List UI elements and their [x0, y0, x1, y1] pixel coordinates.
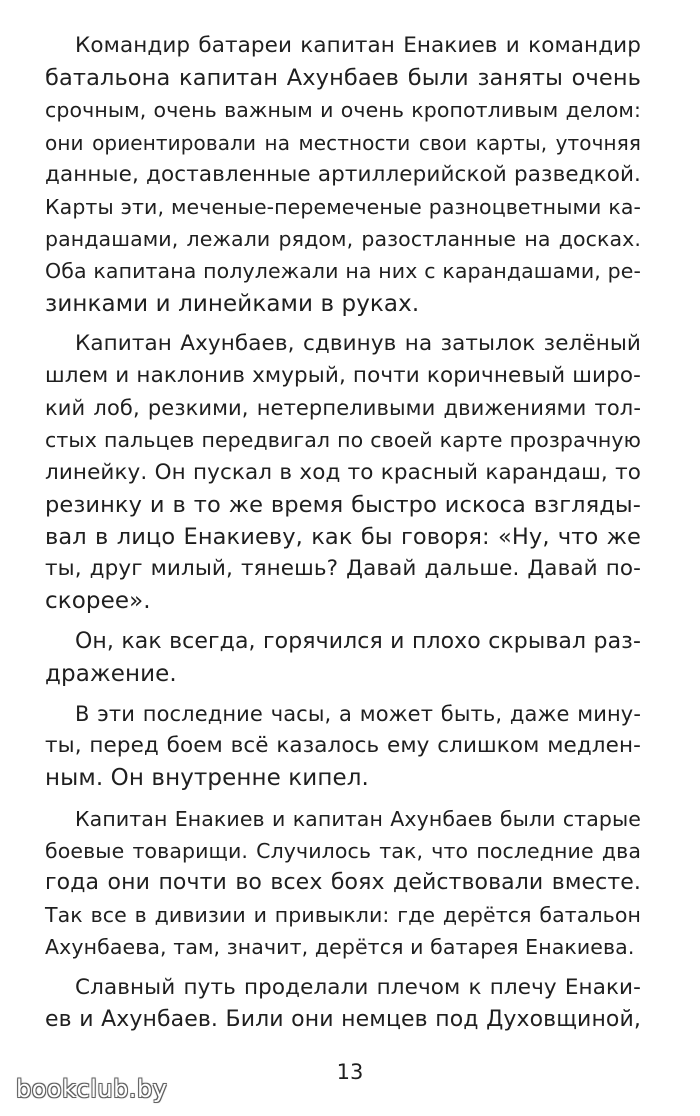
text-line: рандашами, лежали рядом, разостланные на досках.: [45, 227, 641, 252]
text-line: боевые товарищи. Случилось так, что последние два: [45, 838, 641, 863]
text-line: скорее».: [45, 588, 151, 615]
paragraph-4: [45, 698, 641, 795]
text-line: Командир батареи капитан Енакиев и командир: [75, 33, 641, 58]
text-line: кий лоб, резкими, нетерпеливыми движениями тол-: [45, 396, 641, 421]
text-line: данные, доставленные артиллерийской разведкой.: [45, 161, 641, 187]
text-line: Капитан Енакиев и капитан Ахунбаев были старые: [75, 806, 641, 831]
text-line: ным. Он внутренне кипел.: [45, 765, 369, 792]
text-line: дражение.: [45, 660, 177, 687]
page-number: 13: [336, 1060, 364, 1084]
text-line: шлем и наклонив хмурый, почти коричневый широ-: [45, 363, 641, 389]
text-line: они ориентировали на местности свои карты, уточняя: [45, 130, 641, 155]
text-line: Славный путь проделали плечом к плечу Енаки-: [75, 974, 641, 1000]
text-line: года они почти во всех боях действовали вместе.: [45, 870, 641, 896]
text-line: резинку и в то же время быстро искоса взгляды-: [45, 491, 641, 518]
text-line: Ахунбаева, там, значит, дерётся и батарея Енакиева.: [45, 935, 635, 960]
paragraph-5: [45, 803, 641, 964]
text-line: Так все в дивизии и привыкли: где дерётся батальон: [45, 903, 641, 928]
text-line: линейку. Он пускал в ход то красный карандаш, то: [45, 459, 641, 485]
text-line: Он, как всегда, горячился и плохо скрывал раз-: [75, 628, 641, 654]
text-line: срочным, очень важным и очень кропотливым делом:: [45, 98, 641, 123]
text-line: Карты эти, меченые-перемеченые разноцветными ка-: [45, 195, 641, 220]
paragraph-6: [45, 972, 641, 1036]
text-line: Оба капитана полулежали на них с карандашами, ре-: [45, 259, 641, 284]
text-line: В эти последние часы, а может быть, даже мину-: [75, 702, 641, 727]
paragraph-3: [45, 626, 641, 690]
paragraph-2: [45, 328, 641, 618]
watermark-logo: bookclub.by: [16, 1075, 168, 1103]
text-line: ты, перед боем всё казалось ему слишком медлен-: [45, 733, 641, 759]
text-line: ев и Ахунбаев. Били они немцев под Духовщиной,: [45, 1006, 641, 1032]
text-line: батальона капитан Ахунбаев были заняты очень: [45, 65, 641, 92]
text-line: стых пальцев передвигал по своей карте прозрачную: [45, 428, 641, 453]
page-text: [45, 30, 641, 1044]
text-line: ты, друг милый, тянешь? Давай дальше. Давай по-: [45, 556, 641, 582]
paragraph-1: [45, 30, 641, 320]
text-line: вал в лицо Енакиеву, как бы говоря: «Ну, что же: [45, 524, 641, 551]
text-line: Капитан Ахунбаев, сдвинув на затылок зелёный: [75, 330, 641, 356]
text-line: зинками и линейками в руках.: [45, 290, 420, 317]
